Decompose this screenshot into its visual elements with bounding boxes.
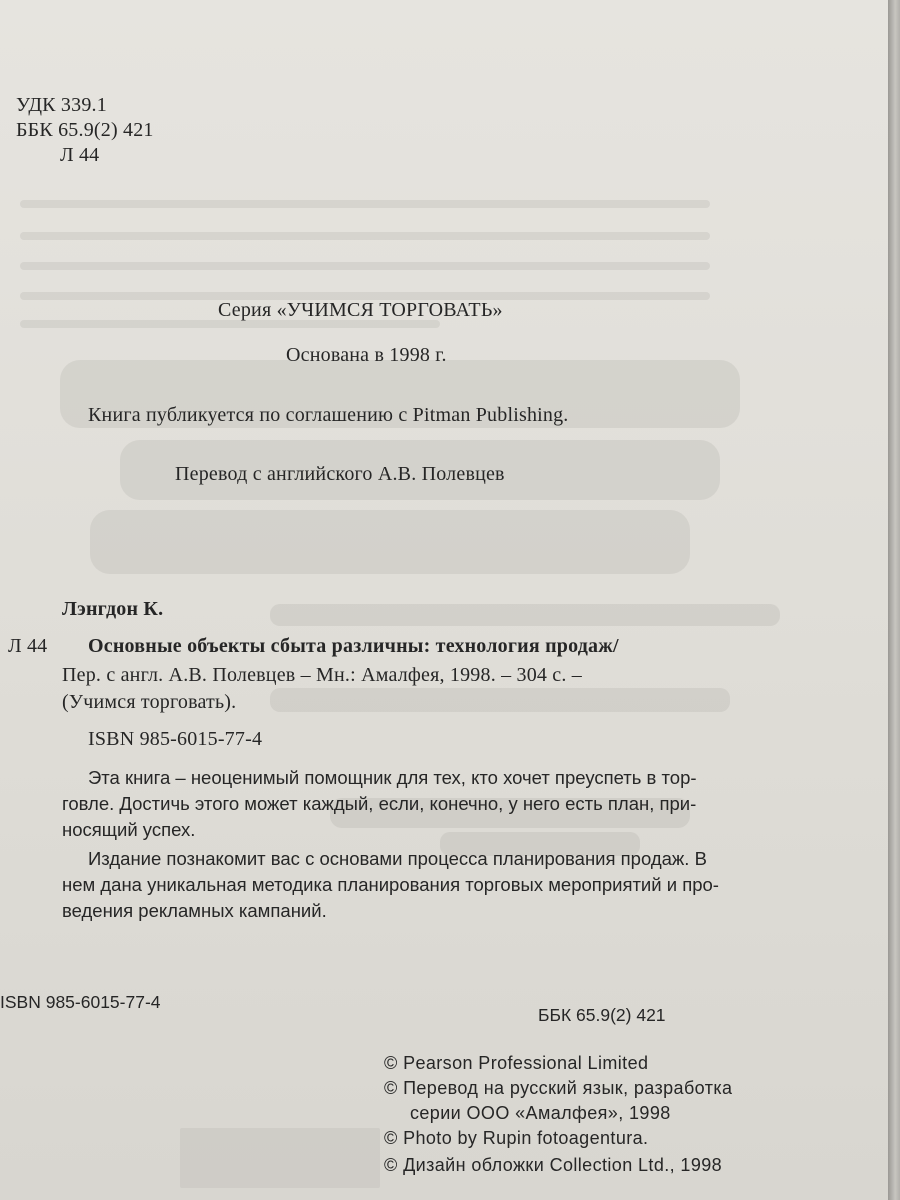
bbk-code: ББК 65.9(2) 421 bbox=[16, 119, 154, 141]
card-title: Основные объекты сбыта различны: технология продаж/ bbox=[88, 635, 619, 657]
annotation-line-2: говле. Достичь этого может каждый, если, конечно, у него есть план, при- bbox=[62, 793, 697, 814]
annotation-line-3: носящий успех. bbox=[62, 819, 196, 840]
card-isbn: ISBN 985-6015-77-4 bbox=[88, 728, 263, 750]
card-author: Лэнгдон К. bbox=[62, 598, 164, 620]
author-mark: Л 44 bbox=[60, 144, 100, 166]
series-title: Серия «УЧИМСЯ ТОРГОВАТЬ» bbox=[218, 299, 503, 321]
annotation-line-1: Эта книга – неоценимый помощник для тех, кто хочет преуспеть в тор- bbox=[88, 767, 697, 788]
card-mark: Л 44 bbox=[8, 635, 48, 657]
series-founded: Основана в 1998 г. bbox=[286, 344, 447, 366]
annotation-line-6: ведения рекламных кампаний. bbox=[62, 900, 327, 921]
copyright-translation-cont: серии ООО «Амалфея», 1998 bbox=[410, 1103, 671, 1123]
annotation-line-5: нем дана уникальная методика планирования торговых мероприятий и про- bbox=[62, 874, 719, 895]
card-imprint: Пер. с англ. А.В. Полевцев – Мн.: Амалфея, 1998. – 304 с. – bbox=[62, 664, 582, 686]
publication-agreement: Книга публикуется по соглашению с Pitman Publishing. bbox=[88, 404, 569, 426]
translator-credit: Перевод с английского А.В. Полевцев bbox=[175, 463, 505, 485]
copyright-publisher: © Pearson Professional Limited bbox=[384, 1053, 649, 1073]
copyright-photo: © Photo by Rupin fotoagentura. bbox=[384, 1128, 649, 1148]
udk-code: УДК 339.1 bbox=[16, 94, 107, 116]
annotation-line-4: Издание познакомит вас с основами процесса планирования продаж. В bbox=[88, 848, 707, 869]
copyright-translation: © Перевод на русский язык, разработка bbox=[384, 1078, 733, 1098]
footer-bbk: ББК 65.9(2) 421 bbox=[538, 1005, 666, 1025]
card-series-note: (Учимся торговать). bbox=[62, 691, 237, 713]
page-edge-shadow bbox=[888, 0, 900, 1200]
copyright-cover-design: © Дизайн обложки Collection Ltd., 1998 bbox=[384, 1155, 723, 1175]
footer-isbn: ISBN 985-6015-77-4 bbox=[0, 992, 161, 1012]
